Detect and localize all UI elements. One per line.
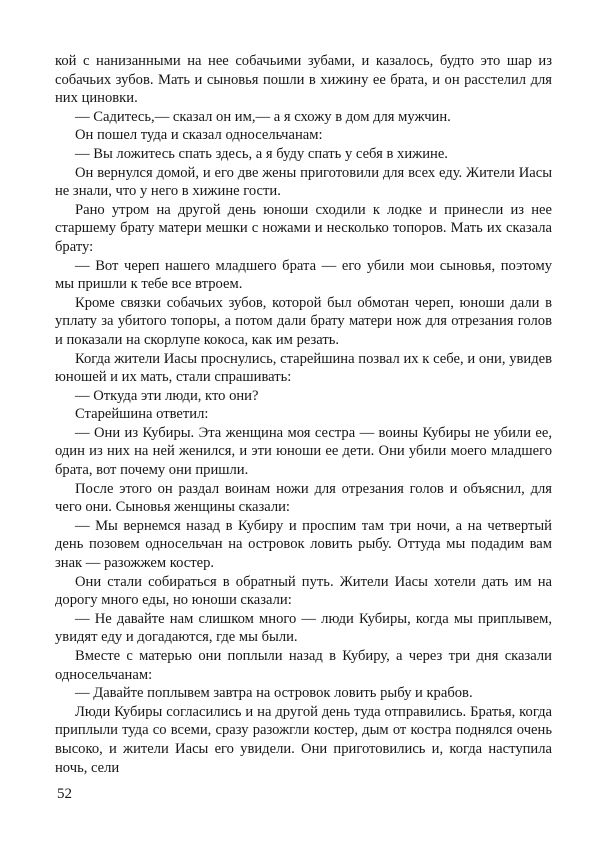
- paragraph-4: — Вы ложитесь спать здесь, а я буду спать у себя в хижине.: [75, 145, 448, 162]
- paragraph-1: кой с нанизанными на нее собачьими зубами, и казалось, будто это шар из собачьих зубов. Мать и сыновья пошли в хижину ее брата, и он расстелил для них циновки.: [55, 53, 552, 107]
- paragraph-8: Кроме связки собачьих зубов, которой был обмотан череп, юноши дали в уплату за убитого топоры, а потом дали брату матери нож для отрезания голов и показали на скорлупе кокоса, как им резать.: [55, 294, 552, 348]
- paragraph-11: Старейшина ответил:: [75, 406, 209, 423]
- paragraph-15: Они стали собираться в обратный путь. Жители Иасы хотели дать им на дорогу много еды, но юноши сказали:: [55, 573, 552, 609]
- paragraph-17: Вместе с матерью они поплыли назад в Кубиру, а через три дня сказали односельчанам:: [55, 648, 552, 683]
- paragraph-12: — Они из Кубиры. Эта женщина моя сестра — воины Кубиры не убили ее, один из них на ней женился, и эти юноши ее дети. Они убили моего младшего брата, вот почему они пришли.: [55, 424, 552, 479]
- paragraph-13: После этого он раздал воинам ножи для отрезания голов и объяснил, для чего они. Сыновья женщины сказали:: [55, 480, 552, 516]
- paragraph-16: — Не давайте нам слишком много — люди Кубиры, когда мы приплывем, увидят еду и догадаются, где мы были.: [55, 610, 552, 646]
- paragraph-10: — Откуда эти люди, кто они?: [75, 387, 259, 404]
- paragraph-18: — Давайте поплывем завтра на островок ловить рыбу и крабов.: [75, 685, 473, 702]
- paragraph-2: — Садитесь,— сказал он им,— а я схожу в дом для мужчин.: [75, 108, 451, 125]
- page-text: [55, 52, 552, 777]
- paragraph-14: — Мы вернемся назад в Кубиру и проспим там три ночи, а на четвертый день позовем односельчан на островок ловить рыбу. Оттуда мы подадим вам знак — разожжем костер.: [55, 517, 552, 572]
- paragraph-3: Он пошел туда и сказал односельчанам:: [75, 127, 323, 144]
- paragraph-7: — Вот череп нашего младшего брата — его убили мои сыновья, поэтому мы пришли к тебе все втроем.: [55, 257, 552, 293]
- paragraph-9: Когда жители Иасы проснулись, старейшина позвал их к себе, и они, увидев юношей и их мать, стали спрашивать:: [55, 350, 552, 386]
- paragraph-19: Люди Кубиры согласились и на другой день туда отправились. Братья, когда приплыли туда со всеми, сразу разожгли костер, дым от костра поднялся очень высоко, и жители Иасы его увидели. Они приготовились и, когда наступила ночь, сели: [55, 703, 552, 776]
- paragraph-6: Рано утром на другой день юноши сходили к лодке и принесли из нее старшему брату матери мешки с ножами и несколько топоров. Мать их сказала брату:: [55, 201, 552, 255]
- page-number: 52: [57, 786, 72, 802]
- paragraph-5: Он вернулся домой, и его две жены приготовили для всех еду. Жители Иасы не знали, что у него в хижине гости.: [55, 164, 552, 200]
